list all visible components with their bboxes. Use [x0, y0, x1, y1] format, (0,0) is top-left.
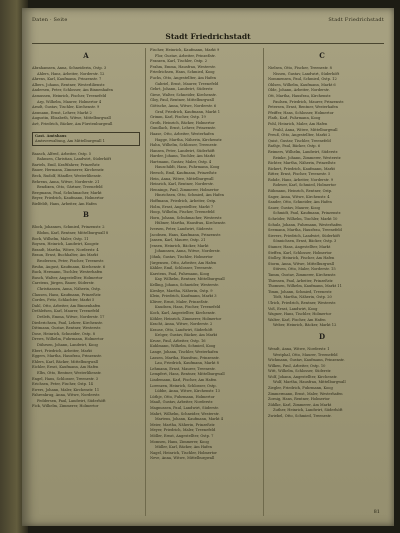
- running-header-left: Daten · Seite: [32, 17, 68, 23]
- directory-entry: Rohwer, Karl, Schmied, Holmertor: [273, 183, 337, 188]
- directory-entry: Lübbe, Anna, Witwe, Kirchenstr. 13: [155, 389, 220, 394]
- directory-entry: Schröder, Wilhelm, Tischler, Markt 10: [268, 217, 338, 222]
- directory-entry: Möller, Ernst, Angestellter, Ostp. 7: [150, 433, 214, 438]
- directory-entry: Ohlsen, Wilhelm, Kaufmann, Markt 6: [268, 82, 336, 87]
- directory-entry: Grimm, Karl, Fischer, Ostp. 19: [150, 115, 206, 120]
- directory-entry: Martens, Johann, Kaufmann, Markt 4: [155, 417, 224, 422]
- section-letter: A: [83, 51, 89, 60]
- directory-entry: Neve, Anna, Witwe, Mittelburgwall: [150, 456, 215, 461]
- directory-entry: Walter, Karl, Fischer, Am Hafen: [268, 317, 326, 322]
- directory-entry: Hauschildt, Hans, Fuhrmann, Koog: [155, 165, 220, 170]
- directory-entry: Kähler, Emil, Schlosser, Treenestr.: [150, 266, 213, 271]
- column-divider: [145, 48, 146, 516]
- directory-entry: Beyer, Friedrich, Kaufmann, Holmertor: [32, 196, 104, 201]
- directory-entry: Karstens, Paul, Fuhrmann, Koog: [150, 271, 210, 276]
- directory-entry: Bahnsen, Christian, Landwirt, Süderhöft: [37, 157, 112, 162]
- directory-entry: Kruse, Paul, Arbeiter, Ostp. 16: [150, 338, 206, 343]
- directory-entry: Diederichsen, Paul, Lehrer, Kirchenstr.: [32, 320, 103, 325]
- directory-entry: Meyer, Friedrich, Maler, Treenefeld: [150, 428, 216, 433]
- directory-entry: Lempfert, Hans, Rentner, Mittelburgwall: [150, 372, 225, 377]
- directory-entry: Wulf, Martha, Hausfrau, Mittelburgwall: [273, 380, 346, 385]
- directory-entry: Jürgensen, Otto, Arbeiter, Am Hafen: [150, 260, 217, 265]
- directory-entry: Hennings, Paul, Zimmerer, Holmertor: [150, 187, 219, 192]
- directory-entry: Ritter, Ernst, Fischer, Treenestr. 5: [268, 172, 331, 177]
- directory-entry: Heinrich, Karl, Rentner, Norderstr.: [150, 182, 214, 187]
- directory-entry: Gabriel, Ernst, Maurer, Treenefeld: [155, 81, 219, 86]
- directory-entry: Plath, Karl, Fuhrmann, Koog: [268, 116, 321, 121]
- directory-entry: Krause, Otto, Landwirt, Süderhöft: [150, 327, 213, 332]
- directory-entry: Bartels, Emil, Kraftfahrer, Prinzeßstr.: [32, 162, 101, 167]
- directory-entry: Quist, Gustav, Tischler, Treenefeld: [268, 138, 331, 143]
- directory-entry: Graf, Friedrich, Kaufmann, Markt 1: [155, 109, 221, 114]
- directory-entry: Holm, Ernst, Angestellter, Markt 7: [150, 204, 214, 209]
- column-2: [150, 48, 258, 518]
- directory-entry: Westphal, Otto, Maurer, Treenefeld: [273, 352, 338, 357]
- directory-entry: Fuchs, Otto, Angestellter, Am Hafen: [150, 75, 216, 80]
- directory-entry: Giese, Walter, Schneider, Kirchenstr.: [150, 92, 217, 97]
- directory-entry: Sievers, Friedrich, Landwirt, Süderhöft: [268, 233, 340, 238]
- directory-entry: Kay, Wilhelm, Rentner, Mittelburgwall: [155, 277, 225, 282]
- directory-entry: Storm, Anna, Witwe, Mittelburgwall: [268, 261, 334, 266]
- directory-entry: Hübner, Martha, Hausfrau, Kirchenstr.: [155, 221, 226, 226]
- directory-entry: Stolley, Heinrich, Fischer, Am Hafen: [268, 256, 335, 261]
- directory-entry: Fischer, Heinrich, Kaufmann, Markt 9: [150, 48, 220, 52]
- directory-entry: Augustin, Elisabeth, Witwe, Mittelburgwall: [32, 116, 111, 121]
- notice-line: Gast. Amtshaus: [35, 133, 67, 138]
- boxed-notice: [32, 132, 140, 146]
- directory-entry: Dittmann, Gustav, Rentner, Westerstr.: [32, 326, 101, 331]
- directory-entry: Abrahamsen, Anna, Schneiderin, Ostp. 3: [32, 66, 107, 70]
- directory-entry: Wolf, Johann, Angestellter, Kirchenstr.: [268, 374, 338, 379]
- directory-entry: Drews, Wilhelm, Fuhrmann, Holmertor: [32, 337, 104, 342]
- directory-entry: Flor, Gustav, Arbeiter, Prinzeßstr.: [155, 53, 216, 58]
- directory-entry: Nommensen, Paul, Schmied, Ostp. 12: [268, 77, 337, 82]
- directory-entry: Kiesbye, Martha, Näherin, Ostp. 9: [150, 288, 213, 293]
- directory-entry: Braun, Ernst, Buchhalter, Am Markt: [32, 253, 99, 258]
- directory-entry: Rohde, Hans, Arbeiter, Norderstr. 9: [268, 177, 334, 182]
- directory-entry: Dethlefsen, Karl, Maurer, Treenefeld: [32, 309, 100, 314]
- directory-entry: Eggers, Martha, Hausfrau, Prinzenstr.: [32, 354, 102, 359]
- directory-entry: Jacobsen, Hans, Kaufmann, Prinzenstr.: [150, 232, 221, 237]
- directory-entry: Knudsen, Hans, Fischer, Treenefeld: [155, 305, 221, 310]
- directory-entry: Müller, Karl, Bäcker, Am Hafen: [155, 445, 212, 450]
- directory-entry: Nissen, Gustav, Landwirt, Süderhöft: [273, 71, 340, 76]
- directory-entry: Carstens, Jürgen, Bauer, Süderstr.: [32, 281, 95, 286]
- directory-entry: Jöhnk, Gustav, Tischler, Holmertor: [150, 254, 213, 259]
- directory-entry: Cordes, Fritz, Schlachter, Markt 5: [32, 298, 95, 303]
- directory-entry: Feddersen, Paul, Landwirt, Süderhöft: [37, 398, 106, 403]
- directory-entry: Zuther, Heinrich, Landwirt, Süderhöft: [273, 408, 343, 413]
- directory-entry: Tödt, Martha, Näherin, Ostp. 20: [273, 295, 332, 300]
- column-divider: [263, 48, 264, 516]
- directory-entry: Timm, Johann, Schmied, Treenestr.: [268, 289, 333, 294]
- directory-entry: Schmidt, Paul, Kaufmann, Prinzenstr.: [273, 211, 342, 216]
- directory-entry: Erichsen, Peter, Fischer, Ostp. 14: [32, 382, 93, 387]
- directory-entry: Buck, Hermann, Tischler, Westerhafen: [32, 270, 103, 275]
- directory-entry: Sönnichsen, Ernst, Bäcker, Ostp. 3: [273, 239, 337, 244]
- directory-entry: Bauer, Hermann, Zimmerer, Kirchenstr.: [32, 168, 105, 173]
- directory-entry: Koch, Karl, Angestellter, Kirchenstr.: [150, 310, 216, 315]
- directory-entry: Klein, Friedrich, Kaufmann, Markt 3: [150, 294, 217, 299]
- directory-entry: Dahl, Otto, Arbeiter, Am Binnenhafen: [32, 303, 101, 308]
- directory-entry: Nagel, Heinrich, Tischler, Holmertor: [150, 450, 217, 455]
- running-header-right: Stadt Friedrichstadt: [328, 17, 384, 23]
- directory-entry: Ott, Martha, Hausfrau, Kirchenstr.: [268, 93, 332, 98]
- directory-entry: Gehrt, Johann, Landwirt, Süderstr.: [150, 87, 214, 92]
- directory-entry: Albers, Johann, Rentner, Westerlilienstr.: [32, 82, 106, 87]
- directory-entry: Asmussen, Heinrich, Fischer, Treenefeld: [32, 93, 107, 98]
- directory-entry: Zwiebel, Otto, Schmied, Treenestr.: [268, 414, 332, 419]
- directory-entry: Zornig, Hans, Rentner, Holmertor: [268, 397, 330, 402]
- directory-entry: Lindemann, Karl, Fischer, Am Hafen: [150, 378, 217, 383]
- directory-entry: Ahlers, Hans, Arbeiter, Norderstr. 12: [37, 71, 105, 76]
- directory-entry: Richter, Martha, Näherin, Prinzeßstr.: [268, 161, 337, 166]
- directory-entry: Behrens, Anna, Witwe, Norderstr. 21: [32, 179, 100, 184]
- directory-entry: Stüven, Otto, Maler, Norderstr. 15: [273, 267, 336, 272]
- directory-entry: Bruhn, August, Kaufmann, Kirchenstr. 6: [32, 264, 106, 269]
- directory-entry: Meier, Martha, Näherin, Prinzeßstr.: [150, 422, 216, 427]
- directory-entry: Engel, Hans, Schlosser, Treenestr. 3: [32, 376, 99, 381]
- directory-entry: Wilken, Paul, Arbeiter, Ostp. 10: [268, 363, 326, 368]
- directory-entry: Jansen, Karl, Maurer, Ostp. 21: [150, 238, 206, 243]
- directory-entry: Dose, Heinrich, Schneider, Ostp. 8: [32, 331, 96, 336]
- directory-entry: Block, Johannes, Schmied, Prinzenstr. 2: [32, 225, 105, 230]
- directory-entry: Kracht, Anna, Witwe, Norderstr. 2: [150, 322, 213, 327]
- directory-entry: Paulsen, Friedrich, Maurer, Prinzenstr.: [273, 99, 344, 104]
- column-3: [268, 48, 376, 518]
- directory-entry: Prahl, Anna, Witwe, Mittelburgwall: [273, 127, 338, 132]
- directory-entry: Petersen, Ernst, Rentner, Westerhafen: [268, 105, 338, 110]
- page-number: 81: [373, 509, 380, 515]
- directory-entry: Thiessen, Paul, Arbeiter, Prinzeßstr.: [268, 278, 334, 283]
- directory-entry: Jensen, Heinrich, Bäcker, Markt: [150, 243, 209, 248]
- directory-entry: Hoffmann, Friedrich, Arbeiter, Ostp.: [150, 199, 217, 204]
- directory-entry: Baasch, Alfred, Arbeiter, Ostp. 5: [32, 151, 92, 156]
- directory-entry: Brandt, Martha, Witwe, Norderstr. 4: [32, 247, 99, 252]
- directory-entry: Bendixen, Otto, Gärtner, Treenefeld: [37, 185, 103, 190]
- directory-entry: Franzen, Karl, Tischler, Ostp. 2: [150, 59, 207, 64]
- directory-entry: Gundlach, Ernst, Lehrer, Prinzenstr.: [150, 126, 216, 131]
- directory-entry: Reinke, Johann, Zimmerer, Westerstr.: [273, 155, 342, 160]
- directory-entry: Eichler, Ernst, Kaufmann, Am Hafen: [32, 365, 99, 370]
- directory-entry: Zimmermann, Ernst, Maler, Westerhafen: [268, 391, 343, 396]
- directory-entry: Voß, Ernst, Landwirt, Koog: [268, 306, 318, 311]
- directory-entry: Olde, Johann, Arbeiter, Norderstr.: [268, 88, 330, 93]
- section-letter: C: [319, 51, 325, 60]
- directory-entry: Haase, Otto, Arbeiter, Westerhafen: [150, 131, 214, 136]
- directory-entry: Harder, Johann, Tischler, Am Markt: [150, 154, 215, 159]
- directory-entry: Wendt, Anna, Witwe, Norderstr. 1: [268, 346, 330, 351]
- directory-entry: Lüthje, Otto, Fuhrmann, Holmertor: [150, 394, 215, 399]
- directory-entry: Ahrens, Karl, Kaufmann, Prinzenstr. 7: [32, 77, 102, 82]
- directory-entry: Maaß, Gustav, Arbeiter, Norderstr.: [150, 400, 214, 405]
- directory-entry: Ziegler, Friedrich, Fuhrmann, Koog: [268, 386, 333, 391]
- directory-entry: Zühlke, Karl, Zimmerer, Am Markt: [268, 402, 332, 407]
- directory-entry: Blohm, Karl, Rentner, Mittelburgwall 8: [37, 231, 109, 236]
- directory-entry: Arndt, Gustav, Tischler, Kirchenstr. 9: [32, 105, 100, 110]
- directory-entry: Tamm, Gustav, Zimmerer, Kirchenstr.: [268, 272, 336, 277]
- directory-entry: Hoop, Wilhelm, Fischer, Treenefeld: [150, 210, 215, 215]
- directory-entry: Rickert, Friedrich, Kaufmann, Markt: [268, 166, 335, 171]
- section-letter: D: [318, 331, 326, 341]
- directory-entry: Sander, Otto, Schneider, Am Hafen: [268, 200, 332, 205]
- directory-entry: Horn, Johann, Schuhmacher, Westerstr.: [150, 215, 223, 220]
- directory-entry: Fick, Wilhelm, Zimmerer, Holmertor: [32, 404, 99, 409]
- directory-entry: Wagner, Hans, Tischler, Holmertor: [268, 312, 332, 317]
- directory-entry: Schulz, Johann, Fuhrmann, Westerhafen: [268, 222, 342, 227]
- directory-entry: Ulrich, Friedrich, Rentner, Westerstr.: [268, 300, 336, 305]
- directory-entry: Stamer, Hans, Angestellter, Markt: [268, 245, 331, 249]
- directory-entry: Preuß, Otto, Angestellter, Markt 2: [268, 133, 331, 138]
- section-letter: B: [83, 210, 89, 220]
- directory-entry: Lange, Johann, Tischler, Westerhafen: [150, 350, 219, 355]
- directory-entry: Lehmann, Ernst, Maurer, Treenestr.: [150, 366, 216, 371]
- directory-entry: Ebert, Friedrich, Arbeiter, Markt: [32, 348, 92, 353]
- directory-entry: Ewers, Johann, Maler, Kirchenstr. 11: [32, 387, 100, 392]
- directory-entry: Ehlers, Karl, Bäcker, Mittelburgwall: [32, 359, 98, 364]
- directory-entry: Wichmann, Gustav, Kaufmann, Prinzenstr.: [268, 358, 345, 363]
- directory-entry: Hahn, Wilhelm, Schlosser, Treenestr.: [150, 143, 218, 148]
- directory-entry: Rathje, Paul, Bäcker, Ostp. 6: [268, 144, 321, 149]
- notice-line: Amtsverwaltung, Am Mittelburgwall 1: [35, 138, 105, 143]
- directory-entry: Lassen, Martha, Hausfrau, Prinzenstr.: [150, 355, 220, 360]
- directory-entry: Hein, Anna, Witwe, Mittelburgwall: [150, 176, 214, 181]
- directory-entry: Witt, Wilhelm, Schlosser, Süderstr.: [268, 369, 332, 374]
- directory-page: [22, 8, 394, 526]
- directory-entry: Groth, Heinrich, Bäcker, Holmertor: [150, 120, 215, 125]
- directory-entry: Lorenzen, Heinrich, Schlosser, Ostp.: [150, 383, 217, 388]
- directory-entry: Göttsche, Anna, Witwe, Norderstr. 6: [150, 103, 217, 108]
- directory-entry: Friedrichsen, Hans, Schmied, Koog: [150, 70, 215, 75]
- directory-entry: Elbs, Otto, Rentner, Westerlilienstr.: [37, 370, 102, 375]
- directory-entry: Weber, Heinrich, Bäcker, Markt 12: [273, 323, 337, 328]
- directory-entry: Johannsen, Anna, Witwe, Norderstr.: [155, 249, 221, 254]
- directory-entry: Brodersen, Peter, Fischer, Treenestr.: [37, 259, 104, 264]
- directory-entry: Boysen, Heinrich, Landwirt, Koogstr.: [32, 242, 100, 247]
- directory-entry: Gloy, Paul, Rentner, Mittelburgwall: [150, 98, 214, 103]
- directory-entry: Beck, Rudolf, Händler, Westerlilienstr.: [32, 173, 102, 178]
- directory-entry: Sager, Anna, Witwe, Kirchenstr. 4: [268, 194, 330, 199]
- directory-entry: Reimers, Wilhelm, Landwirt, Süderstr.: [268, 149, 339, 154]
- directory-entry: Pohl, Heinrich, Maler, Am Hafen: [268, 121, 328, 126]
- directory-entry: Klüver, Ernst, Maler, Prinzeßstr.: [150, 299, 209, 304]
- directory-entry: Frahm, Emma, Hausfrau, Westerstr.: [150, 64, 216, 69]
- directory-entry: Kröger, Gustav, Bäcker, Am Markt: [155, 333, 218, 338]
- directory-entry: Mahrt, Wilhelm, Schneider, Westerstr.: [150, 411, 220, 416]
- directory-entry: Hinrichsen, Otto, Schmied, Am Hafen: [155, 193, 224, 198]
- directory-entry: Pfeiffer, Hans, Schlosser, Holmertor: [268, 110, 334, 115]
- directory-entry: Rühmann, Heinrich, Rentner, Ostp.: [268, 189, 333, 194]
- directory-entry: Clausen, Hans, Kaufmann, Prinzeßstr.: [32, 292, 102, 297]
- directory-entry: Hansen, Peter, Landwirt, Süderhöft: [150, 148, 215, 153]
- directory-entry: Busch, Walter, Angestellter, Holmertor: [32, 275, 103, 280]
- directory-entry: Christiansen, Anna, Näherin, Ostp.: [37, 287, 101, 291]
- directory-entry: Nielsen, Otto, Fischer, Treenestr. 8: [268, 66, 332, 70]
- title-rule: [32, 43, 384, 44]
- directory-entry: Fahrenkrug, Anna, Witwe, Norderstr.: [32, 393, 100, 398]
- directory-entry: Dührsen, Johann, Landwirt, Koog: [37, 342, 98, 347]
- directory-entry: Momsen, Hans, Zimmerer, Koog: [150, 439, 209, 444]
- directory-entry: Assmann, Ernst, Lehrer, Markt 2: [32, 110, 92, 115]
- directory-entry: Avé, Friedrich, Bäcker, Am Fürstenburgwall: [32, 121, 113, 126]
- directory-entry: Hartmann, Gustav, Maler, Ostp. 4: [150, 159, 212, 164]
- directory-entry: Thomsen, Wilhelm, Kaufmann, Markt 11: [268, 284, 342, 289]
- directory-entry: Kelling, Johann, Schneider, Westerstr.: [150, 282, 219, 287]
- directory-entry: Heesch, Emil, Kaufmann, Prinzeßstr.: [150, 171, 218, 176]
- directory-entry: Magnussen, Paul, Landwirt, Süderstr.: [150, 406, 219, 410]
- directory-entry: Köhler, Heinrich, Zimmerer, Holmertor: [150, 316, 222, 321]
- directory-entry: Iversen, Peter, Landwirt, Süderstr.: [150, 227, 213, 231]
- directory-entry: Hagge, Martha, Näherin, Kirchenstr.: [155, 137, 223, 142]
- directory-entry: Bergmann, Paul, Schuhmacher, Markt: [32, 190, 102, 195]
- directory-entry: Andersen, Peter, Schlosser, Am Binnenhafen: [32, 88, 113, 93]
- directory-entry: Steffen, Karl, Schlosser, Holmertor: [268, 250, 332, 255]
- directory-entry: Detlefs, Emma, Witwe, Norderstr. 17: [37, 314, 105, 319]
- column-1: [32, 48, 140, 518]
- directory-entry: Lau, Friedrich, Kaufmann, Markt 8: [155, 361, 219, 366]
- directory-entry: Kuhlmann, Wilhelm, Schmied, Koog: [150, 344, 216, 349]
- directory-entry: Seemann, Martha, Hausfrau, Treenefeld: [268, 228, 342, 233]
- directory-entry: Bielfeldt, Hans, Arbeiter, Am Hafen: [32, 201, 97, 206]
- directory-entry: Bock, Wilhelm, Maler, Ostp. 11: [32, 236, 89, 241]
- page-title: Stadt Friedrichstadt: [165, 32, 251, 41]
- directory-entry: Arp, Wilhelm, Maurer, Holmertor 4: [37, 99, 102, 104]
- directory-entry: Sauer, Gustav, Maurer, Koog: [268, 205, 320, 210]
